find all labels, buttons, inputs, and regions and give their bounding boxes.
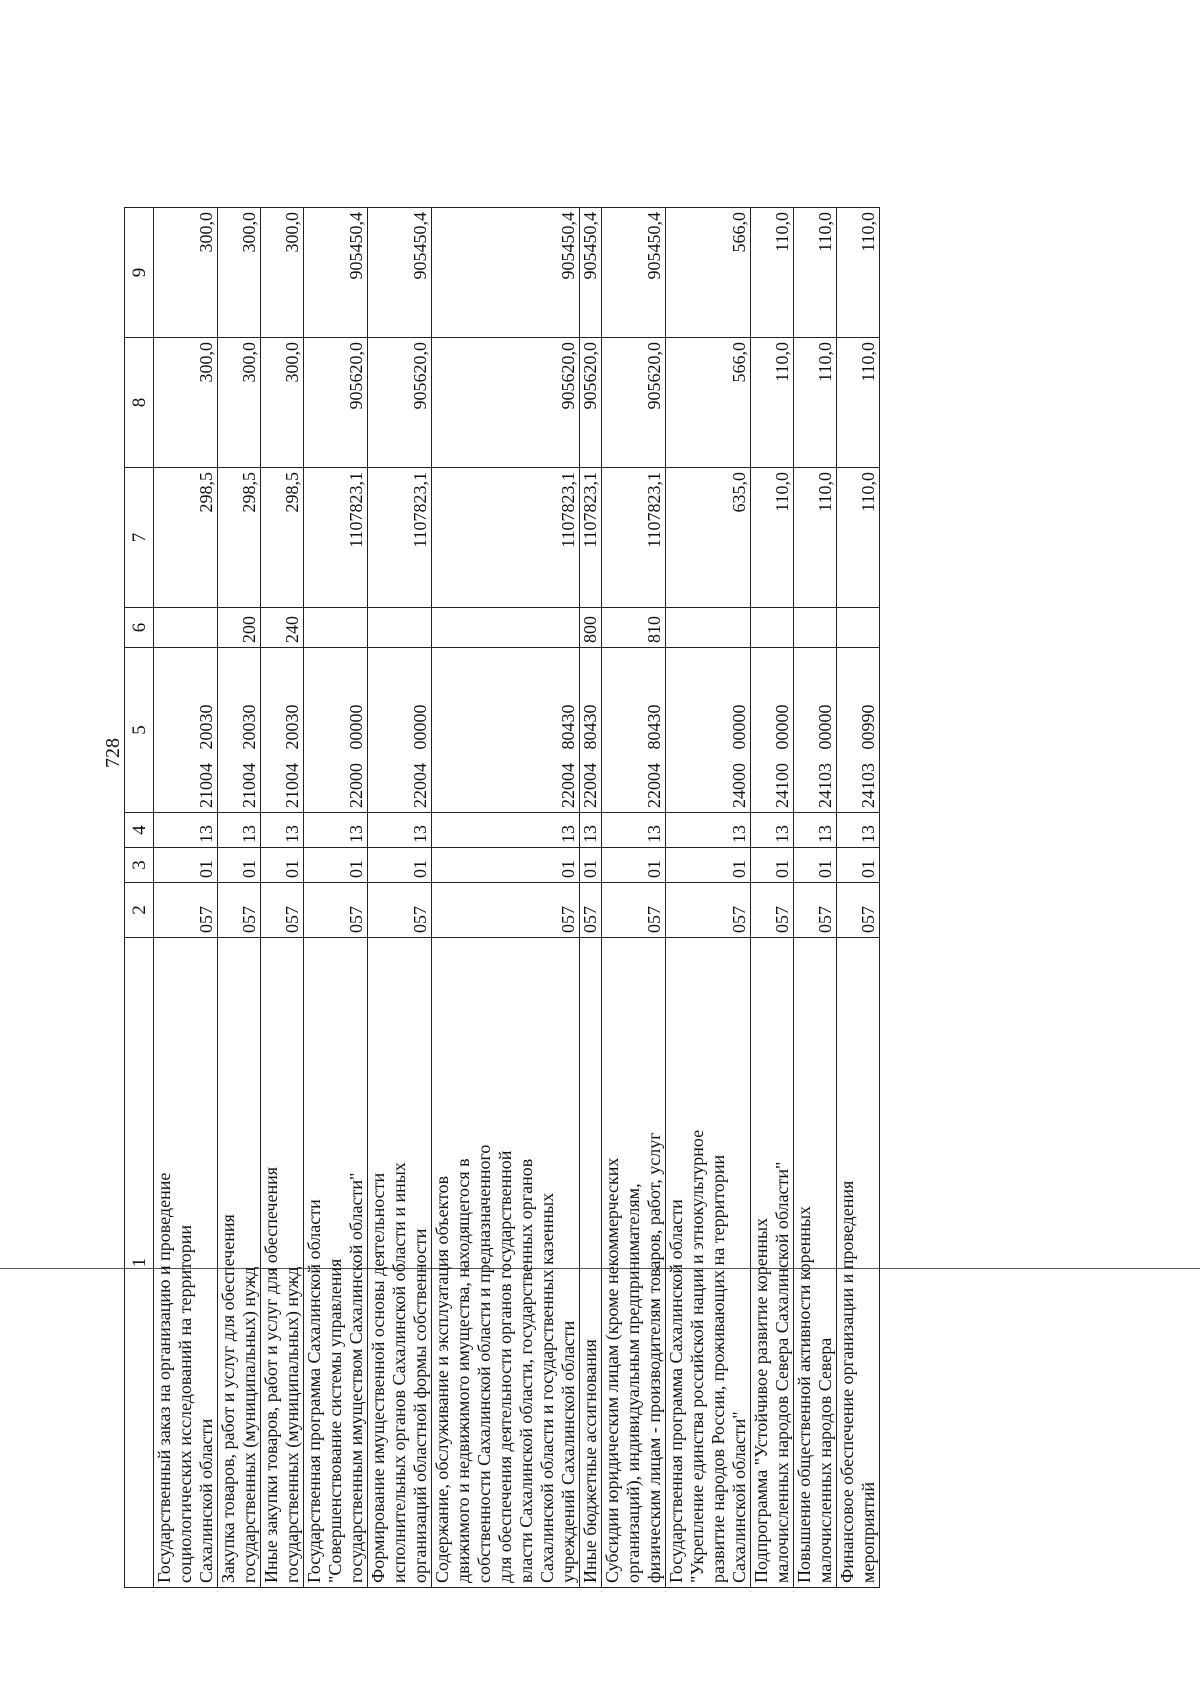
description-line: малочисленных народов Севера Сахалинской области" (772, 1161, 792, 1583)
section-code-cell: 01 (837, 848, 880, 883)
col-header: 6 (125, 608, 154, 648)
description-cell (580, 938, 602, 1588)
description-cell (666, 938, 751, 1588)
section-code-cell: 01 (432, 848, 580, 883)
description-cell (261, 938, 304, 1588)
description-line: Субсидии юридическим лицам (кроме некоммерческих (602, 1157, 622, 1583)
description-cell (368, 938, 432, 1588)
description-line: движимого и недвижимого имущества, находящегося в (453, 1158, 473, 1583)
description-line: "Совершенствование системы управления (325, 1258, 345, 1583)
rotated-page (90, 40, 1100, 1588)
subsection-code-cell: 13 (368, 813, 432, 848)
table-row (602, 208, 666, 1588)
agency-code-cell: 057 (794, 883, 837, 938)
amount-col8-cell: 905620,0 (304, 338, 368, 468)
expense-type-cell: 200 (218, 608, 261, 648)
amount-col7-cell: 1107823,1 (432, 468, 580, 608)
amount-col8-cell: 300,0 (218, 338, 261, 468)
subsection-code-cell: 13 (432, 813, 580, 848)
description-line: Иные закупки товаров, работ и услуг для обеспечения (261, 1167, 281, 1583)
agency-code-cell: 057 (580, 883, 602, 938)
section-code-cell: 01 (304, 848, 368, 883)
amount-col9-cell: 905450,4 (368, 208, 432, 338)
col-header: 9 (125, 208, 154, 338)
expense-type-cell (304, 608, 368, 648)
subsection-code-cell: 13 (304, 813, 368, 848)
table-row (218, 208, 261, 1588)
target-article-cell: 24103 00000 (794, 648, 837, 813)
agency-code-cell: 057 (304, 883, 368, 938)
amount-col8-cell: 905620,0 (368, 338, 432, 468)
section-code-cell: 01 (666, 848, 751, 883)
table-row (261, 208, 304, 1588)
col-header: 3 (125, 848, 154, 883)
description-line: организаций областной формы собственности (410, 1228, 430, 1583)
section-code-cell: 01 (751, 848, 794, 883)
description-cell (432, 938, 580, 1588)
description-line: исполнительных органов Сахалинской области и иных (389, 1162, 409, 1583)
description-line: государственным имуществом Сахалинской области" (346, 1172, 366, 1583)
target-article-cell: 21004 20030 (154, 648, 218, 813)
description-line: Сахалинской области и государственных казенных (537, 1192, 557, 1583)
amount-col7-cell: 1107823,1 (580, 468, 602, 608)
agency-code-cell: 057 (602, 883, 666, 938)
description-line: государственных (муниципальных) нужд (239, 1266, 259, 1583)
expense-type-cell: 810 (602, 608, 666, 648)
amount-col7-cell: 110,0 (794, 468, 837, 608)
table-row (666, 208, 751, 1588)
amount-col9-cell: 300,0 (218, 208, 261, 338)
target-article-cell: 24103 00990 (837, 648, 880, 813)
target-article-cell: 22004 80430 (432, 648, 580, 813)
agency-code-cell: 057 (751, 883, 794, 938)
description-line: собственности Сахалинской области и предназначенного (474, 1144, 494, 1583)
amount-col7-cell: 110,0 (837, 468, 880, 608)
target-article-cell: 22000 00000 (304, 648, 368, 813)
amount-col8-cell: 110,0 (837, 338, 880, 468)
amount-col9-cell: 110,0 (794, 208, 837, 338)
expense-type-cell (154, 608, 218, 648)
subsection-code-cell: 13 (261, 813, 304, 848)
description-line: Формирование имущественной основы деятельности (368, 1172, 388, 1583)
agency-code-cell: 057 (368, 883, 432, 938)
section-code-cell: 01 (261, 848, 304, 883)
subsection-code-cell: 13 (602, 813, 666, 848)
target-article-cell: 21004 20030 (218, 648, 261, 813)
description-line: малочисленных народов Севера (815, 1337, 835, 1583)
col-header: 4 (125, 813, 154, 848)
amount-col8-cell: 300,0 (261, 338, 304, 468)
description-cell (837, 938, 880, 1588)
target-article-cell: 22004 80430 (580, 648, 602, 813)
section-code-cell: 01 (602, 848, 666, 883)
amount-col7-cell: 298,5 (261, 468, 304, 608)
col-header: 5 (125, 648, 154, 813)
section-code-cell: 01 (580, 848, 602, 883)
target-article-cell: 21004 20030 (261, 648, 304, 813)
agency-code-cell: 057 (432, 883, 580, 938)
amount-col9-cell: 905450,4 (432, 208, 580, 338)
amount-col8-cell: 905620,0 (602, 338, 666, 468)
expense-type-cell (751, 608, 794, 648)
amount-col9-cell: 905450,4 (304, 208, 368, 338)
description-line: развитие народов России, проживающих на территории (708, 1154, 728, 1583)
subsection-code-cell: 13 (837, 813, 880, 848)
subsection-code-cell: 13 (666, 813, 751, 848)
table-row (837, 208, 880, 1588)
col-header: 7 (125, 468, 154, 608)
section-code-cell: 01 (368, 848, 432, 883)
amount-col9-cell: 110,0 (837, 208, 880, 338)
description-line: Подпрограмма "Устойчивое развитие коренных (751, 1217, 771, 1583)
description-line: Государственный заказ на организацию и проведение (154, 1172, 174, 1583)
subsection-code-cell: 13 (751, 813, 794, 848)
table-body (154, 208, 880, 1588)
expense-type-cell (432, 608, 580, 648)
amount-col7-cell: 110,0 (751, 468, 794, 608)
amount-col7-cell: 1107823,1 (602, 468, 666, 608)
table-row (794, 208, 837, 1588)
description-line: Сахалинской области" (729, 1411, 749, 1583)
table-row (154, 208, 218, 1588)
target-article-cell: 22004 00000 (368, 648, 432, 813)
description-cell (304, 938, 368, 1588)
section-code-cell: 01 (218, 848, 261, 883)
header-row (125, 208, 154, 1588)
table-row (432, 208, 580, 1588)
expense-type-cell (666, 608, 751, 648)
amount-col7-cell: 1107823,1 (368, 468, 432, 608)
description-line: мероприятий (858, 1481, 878, 1583)
amount-col9-cell: 300,0 (154, 208, 218, 338)
subsection-code-cell: 13 (218, 813, 261, 848)
expense-type-cell (837, 608, 880, 648)
agency-code-cell: 057 (837, 883, 880, 938)
description-line: Финансовое обеспечение организации и проведения (837, 1180, 857, 1583)
description-cell (154, 938, 218, 1588)
description-line: Закупка товаров, работ и услуг для обеспечения (218, 1214, 238, 1583)
section-code-cell: 01 (154, 848, 218, 883)
expense-type-cell: 800 (580, 608, 602, 648)
amount-col8-cell: 110,0 (794, 338, 837, 468)
description-line: учреждений Сахалинской области (558, 1320, 578, 1583)
description-line: Государственная программа Сахалинской области (666, 1199, 686, 1583)
subsection-code-cell: 13 (794, 813, 837, 848)
amount-col8-cell: 905620,0 (580, 338, 602, 468)
subsection-code-cell: 13 (580, 813, 602, 848)
description-line: власти Сахалинской области, государственных органов (516, 1158, 536, 1583)
description-cell (794, 938, 837, 1588)
amount-col8-cell: 905620,0 (432, 338, 580, 468)
description-cell (751, 938, 794, 1588)
description-line: государственных (муниципальных) нужд (282, 1266, 302, 1583)
amount-col8-cell: 566,0 (666, 338, 751, 468)
description-line: "Укрепление единства российской нации и этнокультурное (687, 1129, 707, 1583)
expense-type-cell (794, 608, 837, 648)
agency-code-cell: 057 (666, 883, 751, 938)
expense-type-cell (368, 608, 432, 648)
budget-table (124, 207, 880, 1588)
description-line: Государственная программа Сахалинской области (304, 1199, 324, 1583)
col-header: 1 (125, 938, 154, 1588)
col-header: 8 (125, 338, 154, 468)
amount-col8-cell: 300,0 (154, 338, 218, 468)
description-line: Сахалинской области (196, 1418, 216, 1583)
description-line: Повышение общественной активности коренных (794, 1205, 814, 1583)
amount-col8-cell: 110,0 (751, 338, 794, 468)
table-row (304, 208, 368, 1588)
target-article-cell: 24100 00000 (751, 648, 794, 813)
amount-col7-cell: 635,0 (666, 468, 751, 608)
table-row (368, 208, 432, 1588)
subsection-code-cell: 13 (154, 813, 218, 848)
page-number: 728 (102, 738, 124, 768)
amount-col9-cell: 300,0 (261, 208, 304, 338)
amount-col9-cell: 905450,4 (580, 208, 602, 338)
description-line: для обеспечения деятельности органов государственной (495, 1150, 515, 1583)
amount-col7-cell: 1107823,1 (304, 468, 368, 608)
amount-col9-cell: 110,0 (751, 208, 794, 338)
amount-col9-cell: 566,0 (666, 208, 751, 338)
amount-col7-cell: 298,5 (218, 468, 261, 608)
agency-code-cell: 057 (154, 883, 218, 938)
description-line: социологических исследований на территории (175, 1224, 195, 1583)
agency-code-cell: 057 (218, 883, 261, 938)
agency-code-cell: 057 (261, 883, 304, 938)
target-article-cell: 24000 00000 (666, 648, 751, 813)
description-cell (218, 938, 261, 1588)
amount-col7-cell: 298,5 (154, 468, 218, 608)
section-code-cell: 01 (794, 848, 837, 883)
col-header: 2 (125, 883, 154, 938)
description-line: физическим лицам - производителям товаров, работ, услуг (644, 1132, 664, 1583)
table-row (580, 208, 602, 1588)
table-row (751, 208, 794, 1588)
description-cell (602, 938, 666, 1588)
description-line: организаций), индивидуальным предпринимателям, (623, 1183, 643, 1583)
amount-col9-cell: 905450,4 (602, 208, 666, 338)
description-line: Содержание, обслуживание и эксплуатация объектов (432, 1175, 452, 1583)
expense-type-cell: 240 (261, 608, 304, 648)
description-line: Иные бюджетные ассигнования (580, 1339, 600, 1583)
target-article-cell: 22004 80430 (602, 648, 666, 813)
